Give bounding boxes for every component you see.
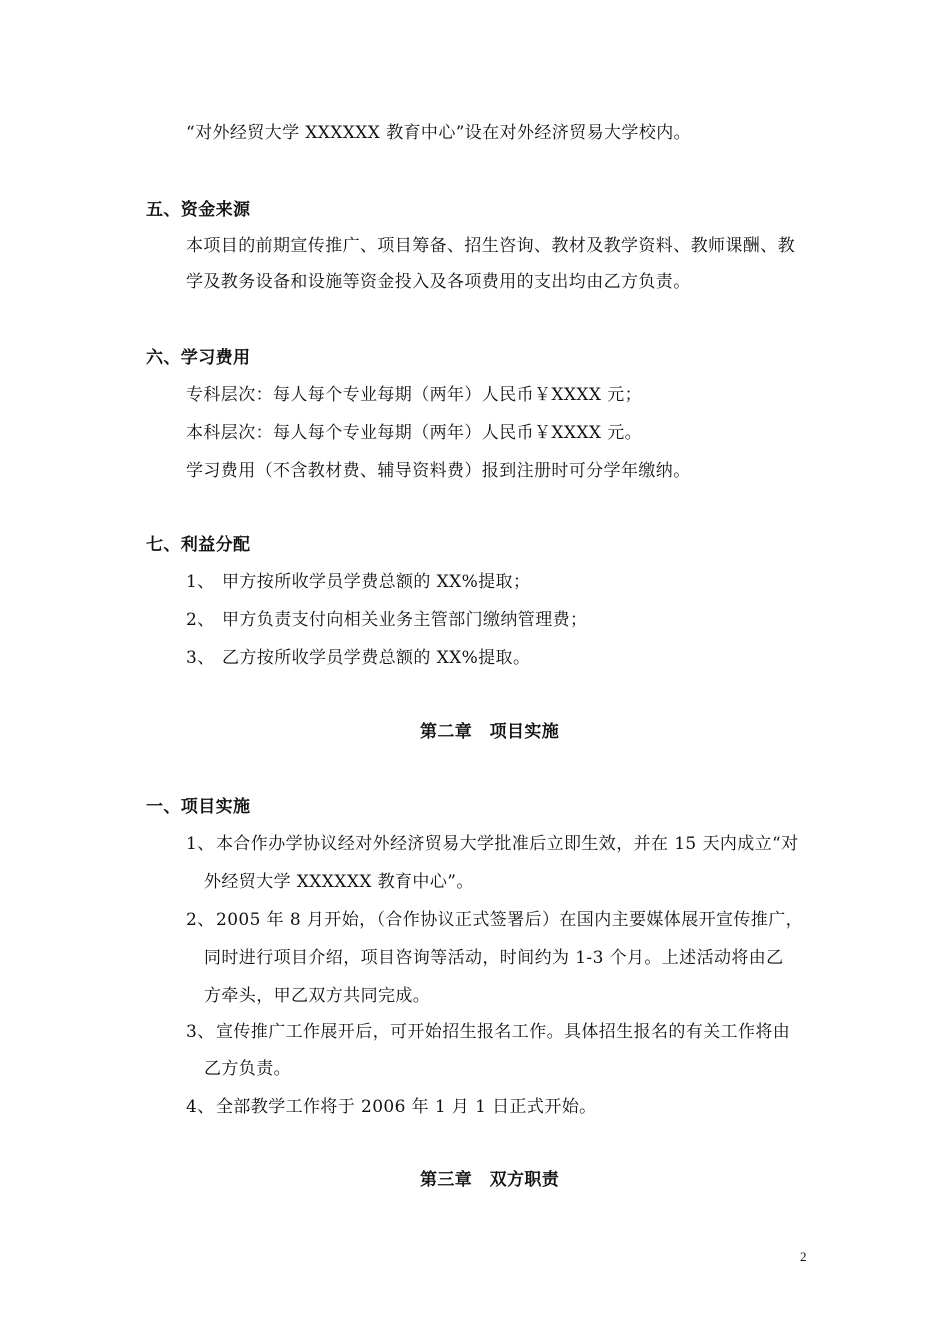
profit-item-text-2: 甲方负责支付向相关业务主管部门缴纳管理费； (222, 610, 588, 630)
funding-line-1: 本项目的前期宣传推广、项目筹备、招生咨询、教材及教学资料、教师课酬、教 (186, 236, 795, 256)
impl-item-1-line-1: 本合作办学协议经对外经济贸易大学批准后立即生效，并在 15 天内成立“对 (216, 834, 799, 854)
impl-item-2-line-2: 同时进行项目介绍，项目咨询等活动，时间约为 1-3 个月。上述活动将由乙 (204, 948, 784, 968)
funding-line-2: 学及教务设备和设施等资金投入及各项费用的支出均由乙方负责。 (186, 272, 691, 292)
impl-item-1-line-2: 外经贸大学 XXXXXX 教育中心”。 (204, 872, 474, 892)
page-number: 2 (800, 1249, 807, 1264)
impl-item-num-4: 4、 (186, 1097, 215, 1117)
impl-item-num-1: 1、 (186, 834, 215, 854)
impl-item-2-line-1: 2005 年 8 月开始，（合作协议正式签署后）在国内主要媒体展开宣传推广， (216, 910, 803, 930)
impl-item-4-line-1: 全部教学工作将于 2006 年 1 月 1 日正式开始。 (216, 1097, 597, 1117)
impl-item-num-3: 3、 (186, 1022, 215, 1042)
impl-item-num-2: 2、 (186, 910, 215, 930)
fee-line-college: 专科层次：每人每个专业每期（两年）人民币￥XXXX 元； (186, 385, 643, 405)
impl-item-3-line-1: 宣传推广工作展开后，可开始招生报名工作。具体招生报名的有关工作将由 (216, 1022, 791, 1042)
section-heading-fees: 六、学习费用 (146, 348, 251, 368)
chapter-3-title: 第三章 双方职责 (420, 1170, 560, 1190)
intro-paragraph: “对外经贸大学 XXXXXX 教育中心”设在对外经济贸易大学校内。 (186, 123, 692, 143)
fee-line-bachelor: 本科层次：每人每个专业每期（两年）人民币￥XXXX 元。 (186, 423, 643, 443)
profit-item-text-3: 乙方按所收学员学费总额的 XX%提取。 (222, 648, 531, 668)
profit-item-text-1: 甲方按所收学员学费总额的 XX%提取； (222, 572, 531, 592)
chapter-2-title: 第二章 项目实施 (420, 722, 560, 742)
profit-item-num-2: 2、 (186, 610, 215, 630)
section-heading-funding: 五、资金来源 (146, 200, 251, 220)
profit-item-num-3: 3、 (186, 648, 215, 668)
fee-line-payment: 学习费用（不含教材费、辅导资料费）报到注册时可分学年缴纳。 (186, 461, 691, 481)
section-heading-implementation: 一、项目实施 (146, 797, 251, 817)
profit-item-num-1: 1、 (186, 572, 215, 592)
impl-item-3-line-2: 乙方负责。 (204, 1059, 291, 1079)
section-heading-profit: 七、利益分配 (146, 535, 251, 555)
impl-item-2-line-3: 方牵头，甲乙双方共同完成。 (204, 986, 431, 1006)
